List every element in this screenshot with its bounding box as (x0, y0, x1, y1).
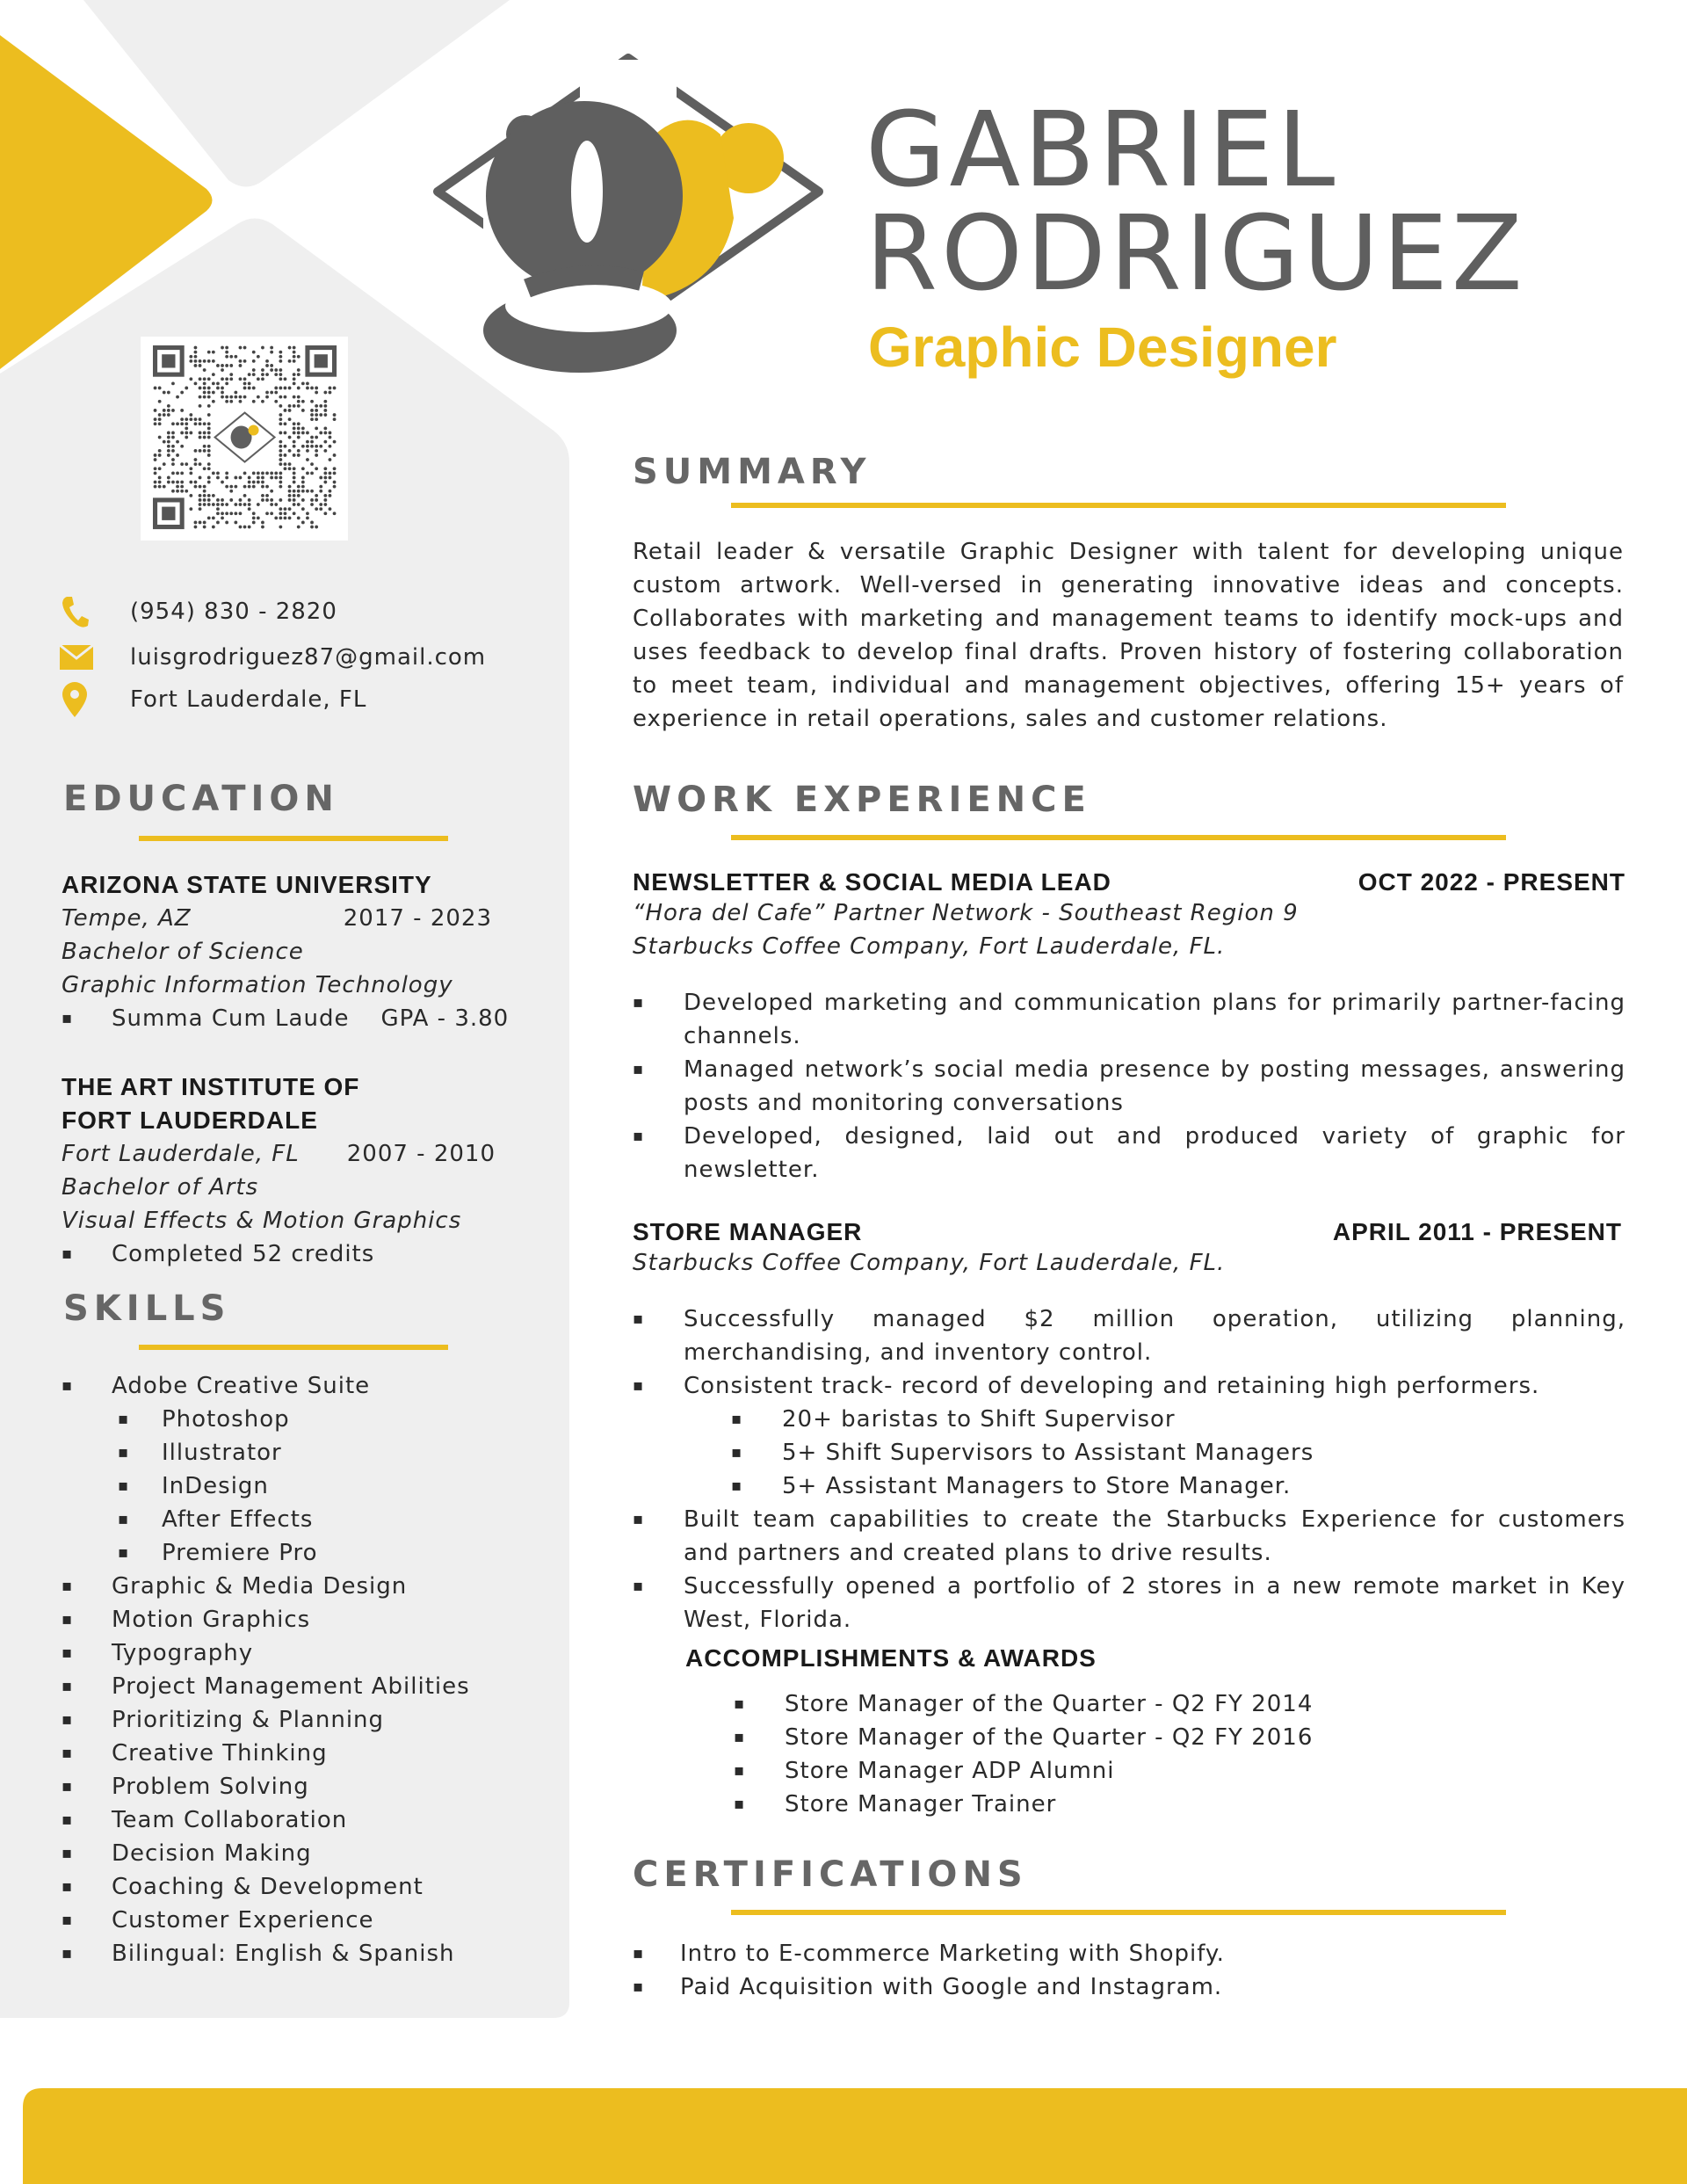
phone-icon (60, 594, 90, 629)
school-years: 2007 - 2010 (346, 1141, 496, 1167)
education-notes (62, 1237, 510, 1271)
degree: Bachelor of Arts (62, 1174, 259, 1201)
skill-item: ▪ Creative Thinking (62, 1737, 536, 1770)
job-bullets (633, 1302, 1625, 1636)
skill-item: ▪ Decision Making (62, 1837, 536, 1870)
email-text: luisgrodriguez87@gmail.com (130, 644, 487, 671)
qr-code (141, 337, 348, 541)
skill-item: ▪ After Effects (62, 1503, 536, 1536)
skill-item: ▪ Bilingual: English & Spanish (62, 1937, 536, 1970)
school-name: FORT LAUDERDALE (62, 1107, 318, 1134)
job-bullet: ▪ 5+ Assistant Managers to Store Manager. (633, 1469, 1625, 1503)
job-bullet: ▪ Developed marketing and communication plans for primarily partner-facing channels. (633, 986, 1625, 1053)
work-heading: WORK EXPERIENCE (633, 780, 1091, 820)
job-bullet: ▪ Built team capabilities to create the Starbucks Experience for customers and partners and created plans to drive results. (633, 1503, 1625, 1570)
job-bullet: ▪ Successfully managed $2 million operation, utilizing planning, merchandising, and inventory control. (633, 1302, 1625, 1369)
job-dates: APRIL 2011 - PRESENT (1332, 1218, 1622, 1245)
skill-item: ▪ Prioritizing & Planning (62, 1703, 536, 1737)
skill-item: ▪ Coaching & Development (62, 1870, 536, 1904)
summary-heading: SUMMARY (633, 452, 872, 492)
job-subtitle: “Hora del Cafe” Partner Network - Southeast Region 9 (633, 900, 1299, 926)
job-bullet: ▪ 5+ Shift Supervisors to Assistant Managers (633, 1436, 1625, 1469)
school-name: ARIZONA STATE UNIVERSITY (62, 871, 432, 898)
note-text: Completed 52 credits (112, 1241, 375, 1267)
job-header (633, 1218, 1625, 1246)
degree: Bachelor of Science (62, 939, 304, 965)
summary-text: Retail leader & versatile Graphic Designer with talent for developing unique custom artwork. Well-versed in generating innovative ideas and concepts. Collaborates with marketing and management teams to identify mock-ups and uses feedback to develop final drafts. Proven history of fostering collaboration to meet team, individual and management objectives, offering 15+ years of experience in retail operations, sales and customer relations. (633, 539, 1624, 732)
skill-item: ▪ Illustrator (62, 1436, 536, 1469)
job-bullet: ▪ Developed, designed, laid out and produced variety of graphic for newsletter. (633, 1120, 1625, 1186)
skill-item: ▪ Motion Graphics (62, 1603, 536, 1636)
awards-list (633, 1687, 1625, 1821)
job-bullet: ▪ Managed network’s social media presence by posting messages, answering posts and monitoring conversations (633, 1053, 1625, 1120)
school-location-row (62, 1137, 510, 1171)
work-list (633, 868, 1625, 1821)
school-years: 2017 - 2023 (343, 905, 492, 932)
skill-item: ▪ Photoshop (62, 1403, 536, 1436)
job-title: STORE MANAGER (633, 1218, 863, 1245)
skill-item: ▪ Graphic & Media Design (62, 1570, 536, 1603)
education-note (62, 1237, 510, 1271)
skill-item: ▪ InDesign (62, 1469, 536, 1503)
gr-logo (431, 51, 826, 381)
note-text: Summa Cum Laude (112, 1005, 350, 1032)
education-rule (139, 836, 448, 841)
skills-rule (139, 1345, 448, 1350)
skill-item: ▪ Premiere Pro (62, 1536, 536, 1570)
contact-location (60, 682, 367, 717)
phone-text: (954) 830 - 2820 (130, 599, 337, 625)
school-location-row (62, 902, 510, 935)
award-item: ▪ Store Manager Trainer (633, 1788, 1625, 1821)
job-entry (633, 1218, 1625, 1821)
education-entry (62, 868, 510, 1035)
job-subtitle: Starbucks Coffee Company, Fort Lauderdale, FL. (633, 1250, 1226, 1276)
envelope-icon (60, 645, 93, 670)
skill-item: ▪ Typography (62, 1636, 536, 1670)
award-item: ▪ Store Manager ADP Alumni (633, 1754, 1625, 1788)
job-title: NEWSLETTER & SOCIAL MEDIA LEAD (633, 868, 1111, 896)
school-location: Tempe, AZ (62, 905, 192, 932)
job-bullets (633, 986, 1625, 1186)
school-name: THE ART INSTITUTE OF (62, 1073, 360, 1100)
job-subtitle: Starbucks Coffee Company, Fort Lauderdale, FL. (633, 933, 1226, 960)
summary-rule (731, 503, 1506, 508)
school-location: Fort Lauderdale, FL (62, 1141, 300, 1167)
skill-item: ▪ Customer Experience (62, 1904, 536, 1937)
location-pin-icon (60, 681, 90, 718)
certification-item: ▪ Intro to E-commerce Marketing with Shopify. (633, 1937, 1625, 1970)
job-title: Graphic Designer (868, 316, 1337, 379)
field-of-study: Graphic Information Technology (62, 972, 453, 998)
work-rule (731, 835, 1506, 840)
certifications-rule (731, 1910, 1506, 1915)
last-name: RODRIGUEZ (865, 192, 1526, 314)
education-notes (62, 1002, 510, 1035)
education-entry (62, 1070, 510, 1271)
job-bullet: ▪ Successfully opened a portfolio of 2 stores in a new remote market in Key West, Florida. (633, 1570, 1625, 1636)
certification-item: ▪ Paid Acquisition with Google and Instagram. (633, 1970, 1625, 2004)
certifications-list (633, 1937, 1625, 2004)
skill-item: ▪ Team Collaboration (62, 1803, 536, 1837)
job-dates: OCT 2022 - PRESENT (1358, 868, 1625, 896)
award-item: ▪ Store Manager of the Quarter - Q2 FY 2016 (633, 1721, 1625, 1754)
skill-item: ▪ Project Management Abilities (62, 1670, 536, 1703)
education-heading: EDUCATION (63, 779, 339, 819)
education-note (62, 1002, 510, 1035)
skill-item: ▪ Adobe Creative Suite (62, 1369, 536, 1403)
award-item: ▪ Store Manager of the Quarter - Q2 FY 2014 (633, 1687, 1625, 1721)
awards-heading: ACCOMPLISHMENTS & AWARDS (685, 1644, 1097, 1672)
education-list (62, 868, 510, 1271)
job-entry (633, 868, 1625, 1186)
skills-heading: SKILLS (63, 1288, 231, 1329)
first-name: GABRIEL (865, 89, 1339, 210)
skills-list (62, 1369, 536, 1970)
field-of-study: Visual Effects & Motion Graphics (62, 1208, 462, 1234)
location-text: Fort Lauderdale, FL (130, 686, 367, 713)
job-bullet: ▪ Consistent track- record of developing and retaining high performers. (633, 1369, 1625, 1403)
skill-item: ▪ Problem Solving (62, 1770, 536, 1803)
job-bullet: ▪ 20+ baristas to Shift Supervisor (633, 1403, 1625, 1436)
contact-email (60, 640, 487, 675)
note-gpa: GPA - 3.80 (380, 1005, 510, 1032)
contact-phone (60, 594, 337, 629)
certifications-heading: CERTIFICATIONS (633, 1854, 1028, 1895)
job-header (633, 868, 1625, 896)
